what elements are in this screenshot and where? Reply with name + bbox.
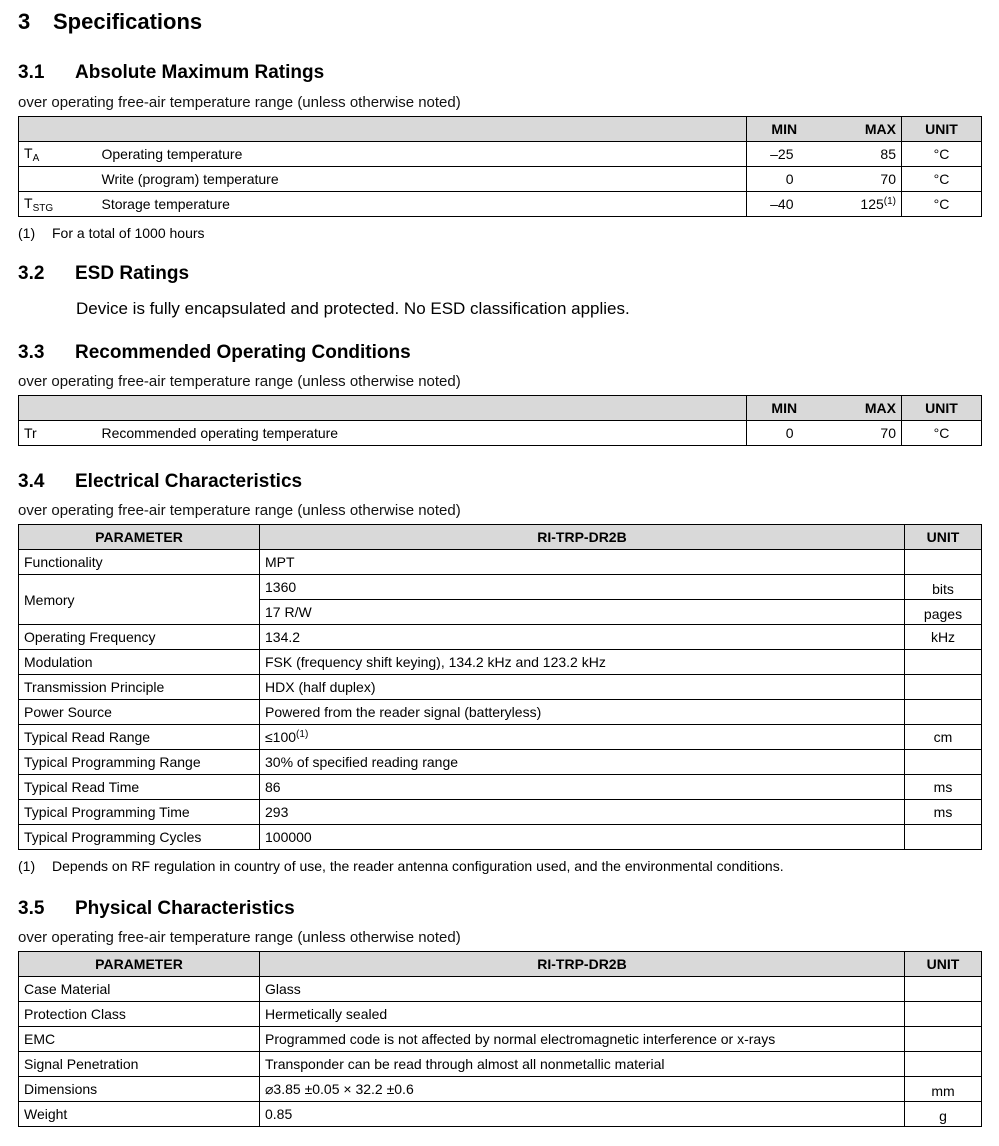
table-row [19, 977, 982, 1002]
value-cell: 134.2 [260, 625, 905, 650]
subsection-number: 3.3 [18, 342, 45, 363]
param-cell: Typical Programming Range [19, 750, 260, 775]
param-cell: Recommended operating temperature [97, 421, 747, 446]
table-row [19, 575, 982, 600]
unit-cell [905, 650, 982, 675]
symbol-cell: Tr [19, 421, 97, 446]
table-row [19, 1002, 982, 1027]
header-value: RI-TRP-DR2B [260, 952, 905, 977]
header-max: MAX [822, 117, 902, 142]
abs-max-footnote: (1) For a total of 1000 hours [18, 225, 205, 241]
subsection-title: Absolute Maximum Ratings [75, 62, 325, 83]
value-cell: 293 [260, 800, 905, 825]
min-cell: –25 [747, 142, 822, 167]
unit-cell: °C [902, 421, 982, 446]
subsection-number: 3.1 [18, 62, 45, 83]
rec-op-heading [18, 342, 411, 364]
value-cell: Glass [260, 977, 905, 1002]
subsection-number: 3.2 [18, 263, 45, 284]
unit-cell [905, 825, 982, 850]
param-cell: Transmission Principle [19, 675, 260, 700]
symbol-cell: $T_A$ [19, 142, 97, 167]
unit-cell: °C [902, 142, 982, 167]
table-row [19, 625, 982, 650]
subsection-title: ESD Ratings [75, 263, 190, 284]
table-row [19, 825, 982, 850]
table-row [19, 700, 982, 725]
subsection-title: Electrical Characteristics [75, 471, 303, 492]
footnote-ref: (1) [296, 729, 309, 740]
table-row [19, 1102, 982, 1127]
subsection-title: Recommended Operating Conditions [75, 342, 411, 363]
table-row [19, 1077, 982, 1102]
electrical-footnote: (1) Depends on RF regulation in country of use, the reader antenna configuration used, and the environmental conditions. [18, 858, 784, 874]
value-cell: Programmed code is not affected by normal electromagnetic interference or x-rays [260, 1027, 905, 1052]
param-cell: Memory [19, 575, 260, 625]
rec-op-note: over operating free-air temperature range (unless otherwise noted) [18, 373, 461, 390]
value-cell: 17 R/W [260, 600, 905, 625]
header-unit: UNIT [902, 396, 982, 421]
param-cell: Operating Frequency [19, 625, 260, 650]
header-parameter: PARAMETER [19, 525, 260, 550]
param-cell: Typical Programming Cycles [19, 825, 260, 850]
max-cell: 125$^{(1)}$ [822, 192, 902, 217]
value-cell: FSK (frequency shift keying), 134.2 kHz and 123.2 kHz [260, 650, 905, 675]
section-title: Specifications [53, 9, 203, 34]
header-max: MAX [822, 396, 902, 421]
unit-cell: °C [902, 192, 982, 217]
header-parameter: PARAMETER [19, 952, 260, 977]
physical-table [18, 951, 982, 1127]
footnote-ref: (1) [883, 196, 896, 207]
param-cell: Modulation [19, 650, 260, 675]
header-min: MIN [747, 117, 822, 142]
unit-cell: ms [905, 800, 982, 825]
header-value: RI-TRP-DR2B [260, 525, 905, 550]
table-row [19, 800, 982, 825]
value-cell: MPT [260, 550, 905, 575]
unit-cell [905, 700, 982, 725]
physical-note: over operating free-air temperature range (unless otherwise noted) [18, 929, 461, 946]
value-cell: Hermetically sealed [260, 1002, 905, 1027]
subsection-number: 3.5 [18, 898, 45, 919]
max-cell: 85 [822, 142, 902, 167]
param-cell: Storage temperature [97, 192, 747, 217]
header-symbol [19, 117, 97, 142]
param-cell: Power Source [19, 700, 260, 725]
abs-max-heading [18, 62, 324, 84]
table-row [19, 1052, 982, 1077]
abs-max-note: over operating free-air temperature range (unless otherwise noted) [18, 94, 461, 111]
table-row [19, 725, 982, 750]
param-cell: Dimensions [19, 1077, 260, 1102]
unit-cell: cm [905, 725, 982, 750]
unit-cell: °C [902, 167, 982, 192]
section-number: 3 [18, 9, 31, 34]
unit-cell: ms [905, 775, 982, 800]
abs-max-table [18, 116, 982, 217]
param-cell: Functionality [19, 550, 260, 575]
unit-cell [905, 550, 982, 575]
param-cell: Weight [19, 1102, 260, 1127]
value-cell: 86 [260, 775, 905, 800]
param-cell: Typical Read Range [19, 725, 260, 750]
value-cell: 30% of specified reading range [260, 750, 905, 775]
table-row [19, 421, 982, 446]
value-cell: 0.85 [260, 1102, 905, 1127]
table-row [19, 775, 982, 800]
param-cell: Operating temperature [97, 142, 747, 167]
esd-heading [18, 263, 189, 285]
unit-cell: mm [905, 1077, 982, 1102]
table-row [19, 550, 982, 575]
section-heading [18, 9, 202, 35]
unit-cell [905, 1027, 982, 1052]
subsection-title: Physical Characteristics [75, 898, 295, 919]
esd-text: Device is fully encapsulated and protected. No ESD classification applies. [76, 299, 630, 318]
param-cell: EMC [19, 1027, 260, 1052]
header-param [97, 117, 747, 142]
param-cell: Typical Read Time [19, 775, 260, 800]
unit-cell: bits [905, 575, 982, 600]
value-cell: 1360 [260, 575, 905, 600]
value-cell: Powered from the reader signal (batteryless) [260, 700, 905, 725]
value-cell: ⌀3.85 ±0.05 × 32.2 ±0.6 [260, 1077, 905, 1102]
table-row [19, 142, 982, 167]
min-cell: 0 [747, 167, 822, 192]
param-cell: Case Material [19, 977, 260, 1002]
table-row [19, 650, 982, 675]
unit-cell [905, 977, 982, 1002]
header-symbol [19, 396, 97, 421]
param-cell: Protection Class [19, 1002, 260, 1027]
table-row [19, 1027, 982, 1052]
unit-cell [905, 1002, 982, 1027]
rec-op-table [18, 395, 982, 446]
unit-cell [905, 750, 982, 775]
max-cell: 70 [822, 421, 902, 446]
physical-heading [18, 898, 295, 920]
header-unit: UNIT [905, 952, 982, 977]
symbol-cell: $T_{STG}$ [19, 192, 97, 217]
subsection-number: 3.4 [18, 471, 45, 492]
min-cell: –40 [747, 192, 822, 217]
value-cell: 100000 [260, 825, 905, 850]
header-unit: UNIT [905, 525, 982, 550]
header-min: MIN [747, 396, 822, 421]
electrical-table [18, 524, 982, 850]
table-row [19, 192, 982, 217]
table-row [19, 167, 982, 192]
symbol-cell [19, 167, 97, 192]
unit-cell [905, 675, 982, 700]
max-cell: 70 [822, 167, 902, 192]
min-cell: 0 [747, 421, 822, 446]
param-cell: Signal Penetration [19, 1052, 260, 1077]
unit-cell [905, 1052, 982, 1077]
unit-cell: g [905, 1102, 982, 1127]
unit-cell: pages [905, 600, 982, 625]
param-cell: Typical Programming Time [19, 800, 260, 825]
value-cell: Transponder can be read through almost all nonmetallic material [260, 1052, 905, 1077]
table-row [19, 675, 982, 700]
unit-cell: kHz [905, 625, 982, 650]
param-cell: Write (program) temperature [97, 167, 747, 192]
value-cell: $\le 100^{(1)}$ [260, 725, 905, 750]
table-row [19, 750, 982, 775]
header-param [97, 396, 747, 421]
electrical-note: over operating free-air temperature range (unless otherwise noted) [18, 502, 461, 519]
electrical-heading [18, 471, 302, 493]
value-cell: HDX (half duplex) [260, 675, 905, 700]
header-unit: UNIT [902, 117, 982, 142]
